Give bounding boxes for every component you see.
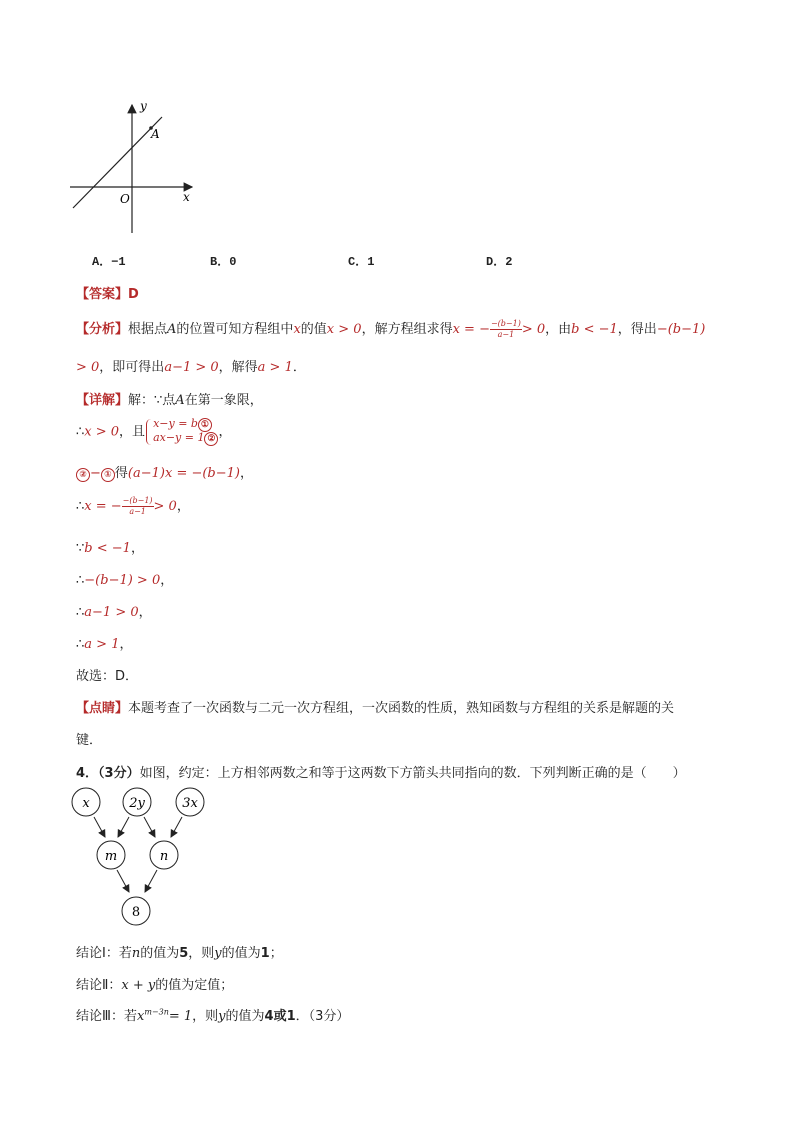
- analysis-math: x > 0: [326, 322, 362, 337]
- answer-tag: 【答案】: [76, 287, 129, 302]
- detail-text: 解：∵点: [128, 393, 176, 408]
- conclusion-math: = 1: [168, 1009, 193, 1024]
- equation-2: ax−y = 1: [153, 431, 205, 444]
- detail-math: a > 1: [84, 637, 120, 652]
- point-a-label: A: [151, 127, 160, 141]
- circle-1-label: ①: [101, 468, 115, 482]
- conclusion-text: ．（3分）: [295, 1009, 350, 1024]
- detail-step-6: [76, 601, 152, 620]
- comment-line-1: [76, 697, 674, 716]
- fraction-numerator: −(b−1): [490, 319, 521, 328]
- x-axis-label: x: [183, 190, 190, 204]
- conclusion-number: 4或1: [264, 1009, 296, 1024]
- arrow: [171, 817, 182, 837]
- conclusion-text: ，则: [192, 1009, 219, 1024]
- option-d-letter: D．: [486, 255, 506, 269]
- conclusion-exponent: m−3n: [144, 1007, 169, 1017]
- detail-tag: 【详解】: [76, 393, 129, 408]
- arrow: [145, 870, 157, 892]
- detail-math: (a−1)x = −(b−1): [127, 466, 240, 481]
- therefore-symbol: ∴: [76, 605, 85, 620]
- detail-step-4: [76, 537, 144, 556]
- conclusion-var: n: [131, 946, 141, 961]
- detail-text: ，: [119, 637, 133, 652]
- question-text: 如图，约定：上方相邻两数之和等于这两数下方箭头共同指向的数．下列判断正确的是（ ）: [139, 766, 686, 781]
- detail-math: > 0: [153, 499, 177, 514]
- node-x-label: x: [82, 796, 90, 811]
- because-symbol: ∵: [76, 541, 85, 556]
- option-c-letter: C．: [348, 255, 368, 269]
- detail-text: ，: [130, 541, 144, 556]
- node-n-label: n: [159, 849, 169, 864]
- fraction-denominator: a−1: [129, 507, 146, 516]
- analysis-var: x: [293, 322, 301, 337]
- therefore-symbol: ∴: [76, 499, 85, 514]
- analysis-math: b < −1: [571, 322, 618, 337]
- arrow: [118, 817, 129, 837]
- conclusion-text: 的值为定值；: [155, 978, 234, 993]
- analysis-text: ．: [292, 360, 306, 375]
- fraction-denominator: a−1: [497, 330, 515, 339]
- minus-sign: −: [90, 466, 101, 481]
- detail-step-3: [76, 495, 190, 517]
- conclusion-text: 的值为: [140, 946, 180, 961]
- detail-math: a−1 > 0: [84, 605, 139, 620]
- conclusion-var: x: [136, 1009, 145, 1024]
- comment-text: 键．: [76, 733, 103, 748]
- conclusion-number: 5: [179, 946, 189, 961]
- analysis-text: ，即可得出: [99, 360, 165, 375]
- conclusion-3: [76, 1005, 349, 1024]
- equation-1: x−y = b: [153, 417, 198, 430]
- detail-text: ，: [160, 573, 174, 588]
- conclusion-var: y: [218, 1009, 226, 1024]
- detail-choose: [76, 665, 138, 684]
- option-a[interactable]: [92, 252, 126, 269]
- analysis-text: 根据点: [128, 322, 168, 337]
- comment-tag: 【点睛】: [76, 701, 129, 716]
- circle-2-label: ②: [76, 468, 90, 482]
- conclusion-var: y: [214, 946, 222, 961]
- y-axis-label: y: [140, 99, 147, 113]
- detail-text: ，: [218, 424, 232, 440]
- analysis-math: x = −: [452, 322, 490, 337]
- analysis-fraction: [490, 319, 522, 340]
- conclusion-text: ，则: [188, 946, 215, 961]
- detail-text: 在第一象限，: [184, 393, 263, 408]
- fraction-numerator: −(b−1): [122, 496, 153, 505]
- option-a-letter: A．: [92, 255, 112, 269]
- detail-intro: [76, 389, 263, 408]
- answer-line: [76, 283, 139, 302]
- node-3x-label: 3x: [182, 796, 198, 811]
- detail-text: 得: [114, 466, 128, 481]
- therefore-symbol: ∴: [76, 637, 85, 652]
- option-d-value: 2: [505, 255, 513, 269]
- analysis-tag: 【分析】: [76, 322, 129, 337]
- option-d[interactable]: [486, 252, 512, 269]
- detail-step-7: [76, 633, 132, 652]
- detail-fraction: [122, 496, 154, 517]
- number-tree-diagram: [66, 785, 216, 930]
- option-b[interactable]: [210, 252, 236, 269]
- node-2y-label: 2y: [129, 796, 145, 811]
- option-c-value: 1: [367, 255, 375, 269]
- detail-text: ，: [176, 499, 190, 514]
- analysis-text: 的位置可知方程组中: [176, 322, 294, 337]
- conclusion-text: 结论Ⅲ：若: [76, 1009, 137, 1024]
- option-c[interactable]: [348, 252, 374, 269]
- circle-2-label: ②: [204, 432, 218, 446]
- arrow: [117, 870, 129, 892]
- option-b-letter: B．: [210, 255, 230, 269]
- analysis-math: > 0: [76, 360, 100, 375]
- conclusion-2: [76, 974, 233, 993]
- conclusion-number: 1: [260, 946, 270, 961]
- question-number: 4．（3分）: [76, 766, 140, 781]
- detail-text: ，: [240, 466, 254, 481]
- analysis-line-1: [76, 318, 705, 340]
- analysis-text: ，由: [545, 322, 572, 337]
- analysis-text: ，解方程组求得: [361, 322, 453, 337]
- circle-1-label: ①: [198, 418, 212, 432]
- comment-line-2: [76, 729, 102, 748]
- conclusion-text: 结论Ⅰ：若: [76, 946, 132, 961]
- conclusion-text: ；: [269, 946, 283, 961]
- conclusion-math: x + y: [121, 978, 156, 993]
- conclusion-text: 的值为: [221, 946, 261, 961]
- node-8-label: 8: [131, 905, 141, 920]
- choose-text: 故选：D．: [76, 669, 139, 684]
- answer-value: D: [128, 287, 139, 302]
- analysis-text: 的值: [300, 322, 327, 337]
- comment-text: 本题考查了一次函数与二元一次方程组，一次函数的性质，熟知函数与方程组的关系是解题的关: [128, 701, 675, 716]
- detail-var: A: [175, 393, 185, 408]
- question-4-stem: [76, 762, 686, 781]
- detail-math: x = −: [84, 499, 122, 514]
- therefore-symbol: ∴: [76, 424, 85, 440]
- origin-label: O: [120, 192, 130, 206]
- option-a-value: −1: [111, 255, 126, 269]
- detail-step-2: [76, 462, 253, 482]
- detail-math: b < −1: [84, 541, 131, 556]
- conclusion-text: 的值为: [225, 1009, 265, 1024]
- detail-step-1: [76, 418, 231, 446]
- detail-text: ，且: [119, 424, 146, 440]
- equation-system: [145, 418, 218, 446]
- analysis-text: ，得出: [617, 322, 657, 337]
- analysis-math: > 0: [521, 322, 546, 337]
- function-line: [73, 117, 162, 208]
- analysis-text: ，解得: [218, 360, 258, 375]
- arrow: [144, 817, 155, 837]
- detail-step-5: [76, 569, 173, 588]
- analysis-math: a−1 > 0: [164, 360, 219, 375]
- analysis-line-2: [76, 356, 306, 375]
- conclusion-text: 结论Ⅱ：: [76, 978, 122, 993]
- conclusion-1: [76, 942, 283, 961]
- analysis-math: a > 1: [257, 360, 293, 375]
- detail-math: −(b−1) > 0: [84, 573, 161, 588]
- analysis-var: A: [167, 322, 177, 337]
- coordinate-graph: [65, 95, 205, 240]
- detail-text: ，: [138, 605, 152, 620]
- node-m-label: m: [104, 849, 118, 864]
- analysis-math: −(b−1): [656, 322, 706, 337]
- detail-math: x > 0: [84, 424, 120, 440]
- arrow: [94, 817, 105, 837]
- therefore-symbol: ∴: [76, 573, 85, 588]
- option-b-value: 0: [229, 255, 237, 269]
